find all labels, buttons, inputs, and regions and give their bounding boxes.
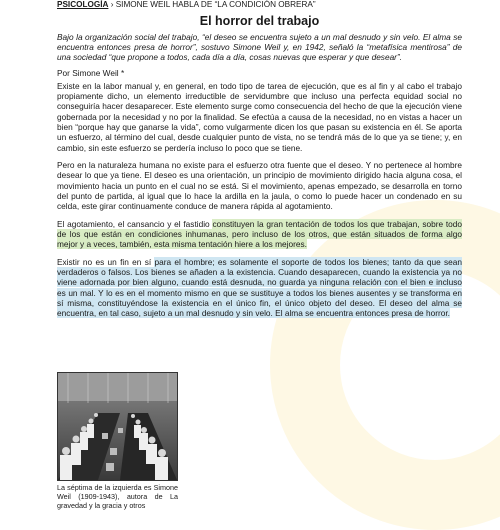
body-paragraph-2: Pero en la naturaleza humana no existe para el esfuerzo otra fuente que el deseo. Y no pertenece al hombre desear lo que ya tiene. El deseo es una orientación, un principio de movimiento dirigido hacia alguna cosa, el movimiento hacia un punto en el cual no se está. Si el movimiento, apenas empezado, se desarrolla en torno del punto de partida, al igual que lo hace la ardilla en la jaula, o como lo puede hacer un condenado en su celda, este girar continuamente conduce de manera rápida al agotamiento. bbox=[57, 160, 462, 212]
breadcrumb-separator: › bbox=[110, 0, 114, 9]
breadcrumb-rest: SIMONE WEIL HABLA DE “LA CONDICIÓN OBRERA” bbox=[115, 0, 316, 9]
paragraph-4-text: Existir no es un fin en sí bbox=[57, 256, 155, 267]
body-paragraph-3 bbox=[57, 219, 462, 250]
byline: Por Simone Weil * bbox=[57, 67, 125, 78]
photo-caption: La séptima de la izquierda es Simone Weil (1909-1943), autora de La gravedad y la gracia y otros bbox=[57, 483, 178, 510]
factory-workers-photo bbox=[57, 372, 178, 481]
paragraph-4-highlight: para el hombre; es solamente el soporte de todos los bienes; tanto da que sean verdaderos o falsos. Los bienes se añaden a la existencia. Cuando desaparecen, cuando la existencia ya no viene adornada por bien alguno, cuando está desnuda, no guarda ya ninguna relación con el bien e incluso es un mal. Y lo es en el momento mismo en que se sustituye a todos los bienes ausentes y se transforma en sí misma, constituyéndose la existencia en el único fin, el único objeto del deseo. El deseo del alma se encuentra, en tal caso, sujeto a un mal desnudo y sin velo. El alma se encuentra entonces presa de horror. bbox=[57, 256, 462, 319]
photo-figure bbox=[57, 372, 178, 510]
body-paragraph-1: Existe en la labor manual y, en general, en todo tipo de tarea de ejecución, que es al fin y al cabo el trabajo propiamente dicho, un elemento irreductible de servidumbre que incluso una perfecta equidad social no conseguiría hacer desaparecer. Este elemento surge como consecuencia del hecho de que la ejecución viene gobernada por la necesidad y no por la finalidad. Se efectúa a causa de la necesidad, no en vistas a hacer un bien “porque hay que ganarse la vida”, como vulgarmente dicen los que pasan su existencia en él. Se aporta un esfuerzo, al término del cual, desde cualquier punto de vista, no se tendrá más de lo que ya se tiene; y, en cambio, sin este esfuerzo se perdería incluso lo poco que se tiene. bbox=[57, 80, 462, 153]
lead-paragraph: Bajo la organización social del trabajo, “el deseo se encuentra sujeto a un mal desnudo y sin velo. El alma se encuentra entonces presa de horror”, sostuvo Simone Weil y, en 1942, señaló la “metafísica mentirosa” de una sociedad “que propone a todos, cada día a día, cosas nuevas que esperar y que desear”. bbox=[57, 32, 462, 63]
body-paragraph-4 bbox=[57, 257, 462, 319]
paragraph-3-highlight: constituyen la gran tentación de todos los que trabajan, sobre todo de los que están en condiciones inhumanas, pero incluso de los otros, que están situados de forma algo mejor y a veces, también, esta misma tentación hiere a los mejores. bbox=[57, 218, 462, 250]
page-title: El horror del trabajo bbox=[199, 14, 320, 28]
breadcrumb bbox=[57, 0, 462, 10]
article bbox=[57, 0, 462, 326]
paragraph-3-text: El agotamiento, el cansancio y el fastidio bbox=[57, 218, 213, 229]
breadcrumb-section-link[interactable]: PSICOLOGÍA bbox=[57, 0, 109, 9]
